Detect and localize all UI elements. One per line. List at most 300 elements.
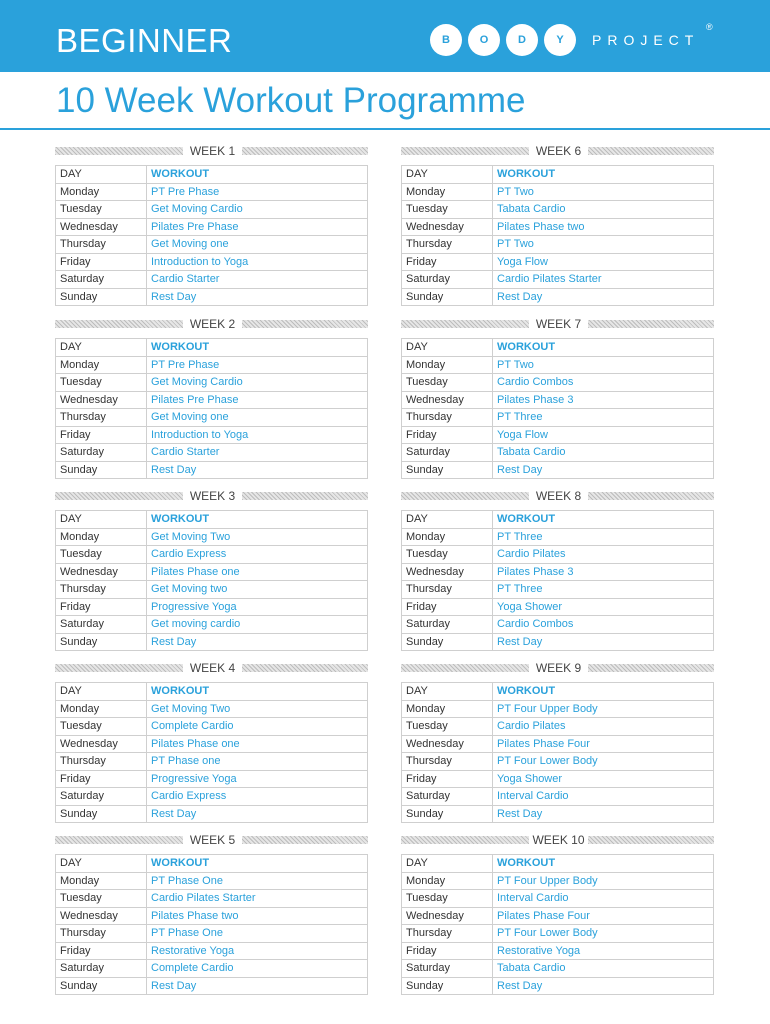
- table-row: [402, 788, 714, 806]
- day-cell: Friday: [56, 598, 147, 616]
- workout-cell: Yoga Flow: [493, 253, 714, 271]
- workout-column-header: WORKOUT: [493, 683, 714, 701]
- day-cell: Wednesday: [402, 563, 493, 581]
- table-row: [402, 977, 714, 995]
- workout-cell: Pilates Phase 3: [493, 391, 714, 409]
- workout-cell: PT Three: [493, 528, 714, 546]
- workout-cell: Yoga Shower: [493, 770, 714, 788]
- table-row: [402, 718, 714, 736]
- week-label: WEEK 10: [532, 833, 585, 847]
- workout-cell: Pilates Pre Phase: [147, 391, 368, 409]
- workout-cell: Cardio Starter: [147, 271, 368, 289]
- body-project-logo: [430, 24, 730, 56]
- day-cell: Thursday: [402, 581, 493, 599]
- week-label: WEEK 4: [189, 661, 236, 675]
- week-7-block: [401, 316, 714, 479]
- week-table: [401, 338, 714, 479]
- table-row: [402, 616, 714, 634]
- table-row: [402, 633, 714, 651]
- hatched-divider: [401, 836, 529, 844]
- week-9-block: [401, 660, 714, 823]
- day-cell: Tuesday: [402, 201, 493, 219]
- workout-cell: Progressive Yoga: [147, 770, 368, 788]
- table-row: [402, 461, 714, 479]
- day-cell: Tuesday: [56, 201, 147, 219]
- table-row: [402, 942, 714, 960]
- table-row: [56, 426, 368, 444]
- workout-cell: Restorative Yoga: [493, 942, 714, 960]
- page-title: 10 Week Workout Programme: [56, 81, 526, 120]
- hatched-divider: [401, 664, 529, 672]
- day-cell: Saturday: [56, 616, 147, 634]
- workout-cell: Get Moving Two: [147, 528, 368, 546]
- workout-cell: Rest Day: [493, 977, 714, 995]
- day-cell: Thursday: [402, 925, 493, 943]
- table-row: [402, 598, 714, 616]
- table-row: [56, 753, 368, 771]
- day-cell: Tuesday: [56, 374, 147, 392]
- week-label: WEEK 1: [189, 144, 236, 158]
- day-cell: Wednesday: [402, 735, 493, 753]
- workout-cell: PT Phase One: [147, 925, 368, 943]
- table-row: [402, 925, 714, 943]
- hatched-divider: [242, 664, 368, 672]
- table-row: [56, 977, 368, 995]
- week-header: [401, 660, 714, 676]
- day-cell: Friday: [402, 770, 493, 788]
- day-cell: Thursday: [56, 409, 147, 427]
- logo-letter-d: D: [506, 24, 538, 56]
- day-cell: Friday: [56, 770, 147, 788]
- day-cell: Friday: [56, 426, 147, 444]
- table-row: [56, 201, 368, 219]
- workout-cell: PT Two: [493, 183, 714, 201]
- week-label: WEEK 3: [189, 489, 236, 503]
- workout-cell: PT Four Lower Body: [493, 925, 714, 943]
- day-cell: Friday: [402, 942, 493, 960]
- week-5-block: [55, 832, 368, 995]
- table-header-row: [56, 855, 368, 873]
- day-cell: Monday: [56, 872, 147, 890]
- week-label: WEEK 7: [535, 317, 582, 331]
- workout-column-header: WORKOUT: [147, 166, 368, 184]
- table-row: [56, 581, 368, 599]
- table-row: [402, 890, 714, 908]
- workout-cell: Tabata Cardio: [493, 960, 714, 978]
- table-row: [402, 528, 714, 546]
- workout-cell: Cardio Pilates: [493, 546, 714, 564]
- day-cell: Monday: [56, 183, 147, 201]
- workout-cell: Pilates Phase 3: [493, 563, 714, 581]
- day-cell: Tuesday: [56, 890, 147, 908]
- week-table: [401, 682, 714, 823]
- table-row: [402, 872, 714, 890]
- header-banner: [0, 0, 770, 72]
- workout-cell: PT Pre Phase: [147, 356, 368, 374]
- hatched-divider: [55, 320, 183, 328]
- table-row: [402, 426, 714, 444]
- workout-cell: PT Pre Phase: [147, 183, 368, 201]
- day-column-header: DAY: [402, 683, 493, 701]
- table-row: [402, 356, 714, 374]
- workout-cell: Complete Cardio: [147, 718, 368, 736]
- day-cell: Saturday: [402, 616, 493, 634]
- week-header: [401, 488, 714, 504]
- table-header-row: [402, 166, 714, 184]
- day-cell: Friday: [402, 253, 493, 271]
- day-cell: Monday: [402, 356, 493, 374]
- workout-cell: Yoga Shower: [493, 598, 714, 616]
- week-4-block: [55, 660, 368, 823]
- workout-cell: Interval Cardio: [493, 788, 714, 806]
- day-column-header: DAY: [56, 855, 147, 873]
- table-row: [56, 598, 368, 616]
- day-cell: Saturday: [402, 444, 493, 462]
- day-cell: Wednesday: [402, 218, 493, 236]
- day-cell: Sunday: [56, 633, 147, 651]
- workout-column-header: WORKOUT: [147, 683, 368, 701]
- workout-cell: Pilates Phase Four: [493, 735, 714, 753]
- workout-cell: PT Four Upper Body: [493, 700, 714, 718]
- day-cell: Wednesday: [402, 391, 493, 409]
- workout-cell: PT Three: [493, 581, 714, 599]
- workout-cell: Get Moving one: [147, 409, 368, 427]
- day-cell: Sunday: [56, 461, 147, 479]
- workout-cell: Introduction to Yoga: [147, 253, 368, 271]
- workout-cell: PT Four Upper Body: [493, 872, 714, 890]
- workout-cell: Restorative Yoga: [147, 942, 368, 960]
- day-cell: Sunday: [402, 288, 493, 306]
- table-row: [56, 461, 368, 479]
- table-row: [402, 409, 714, 427]
- week-1-block: [55, 143, 368, 306]
- day-cell: Tuesday: [402, 718, 493, 736]
- week-table: [55, 854, 368, 995]
- day-cell: Saturday: [56, 271, 147, 289]
- week-label: WEEK 6: [535, 144, 582, 158]
- day-column-header: DAY: [56, 683, 147, 701]
- table-row: [56, 546, 368, 564]
- day-cell: Friday: [56, 253, 147, 271]
- table-row: [402, 374, 714, 392]
- day-cell: Tuesday: [56, 546, 147, 564]
- table-row: [56, 700, 368, 718]
- workout-cell: Introduction to Yoga: [147, 426, 368, 444]
- table-row: [402, 907, 714, 925]
- day-cell: Friday: [56, 942, 147, 960]
- week-table: [55, 682, 368, 823]
- table-row: [56, 528, 368, 546]
- day-cell: Thursday: [56, 753, 147, 771]
- day-cell: Wednesday: [56, 391, 147, 409]
- table-header-row: [56, 511, 368, 529]
- day-cell: Friday: [402, 426, 493, 444]
- workout-cell: Cardio Combos: [493, 616, 714, 634]
- hatched-divider: [55, 836, 183, 844]
- workout-cell: Get Moving Cardio: [147, 201, 368, 219]
- day-cell: Thursday: [402, 753, 493, 771]
- workout-column-header: WORKOUT: [493, 339, 714, 357]
- table-row: [56, 633, 368, 651]
- day-cell: Saturday: [402, 960, 493, 978]
- hatched-divider: [55, 492, 183, 500]
- day-cell: Wednesday: [56, 907, 147, 925]
- day-cell: Wednesday: [56, 735, 147, 753]
- table-header-row: [402, 683, 714, 701]
- workout-cell: Get moving cardio: [147, 616, 368, 634]
- table-header-row: [402, 511, 714, 529]
- table-row: [402, 563, 714, 581]
- day-cell: Monday: [56, 700, 147, 718]
- workout-column-header: WORKOUT: [493, 511, 714, 529]
- table-header-row: [56, 166, 368, 184]
- table-row: [402, 960, 714, 978]
- table-row: [56, 236, 368, 254]
- workout-column-header: WORKOUT: [147, 511, 368, 529]
- workout-cell: Tabata Cardio: [493, 201, 714, 219]
- table-row: [56, 890, 368, 908]
- day-cell: Saturday: [402, 271, 493, 289]
- workout-cell: Cardio Starter: [147, 444, 368, 462]
- logo-letter-b: B: [430, 24, 462, 56]
- week-header: [55, 660, 368, 676]
- workout-cell: Complete Cardio: [147, 960, 368, 978]
- week-table: [401, 510, 714, 651]
- table-row: [402, 271, 714, 289]
- table-row: [56, 718, 368, 736]
- workout-cell: Rest Day: [147, 461, 368, 479]
- workout-cell: Cardio Pilates: [493, 718, 714, 736]
- workout-cell: PT Two: [493, 356, 714, 374]
- day-cell: Saturday: [56, 444, 147, 462]
- day-cell: Wednesday: [56, 218, 147, 236]
- hatched-divider: [242, 320, 368, 328]
- table-row: [56, 925, 368, 943]
- hatched-divider: [242, 147, 368, 155]
- week-6-block: [401, 143, 714, 306]
- logo-letter-o: O: [468, 24, 500, 56]
- day-cell: Sunday: [56, 977, 147, 995]
- table-row: [402, 546, 714, 564]
- day-cell: Thursday: [402, 236, 493, 254]
- workout-column-header: WORKOUT: [493, 855, 714, 873]
- day-cell: Monday: [402, 872, 493, 890]
- table-row: [56, 735, 368, 753]
- day-cell: Monday: [402, 528, 493, 546]
- workout-cell: Cardio Pilates Starter: [147, 890, 368, 908]
- week-table: [55, 510, 368, 651]
- level-label: BEGINNER: [56, 22, 233, 59]
- table-row: [56, 218, 368, 236]
- workout-cell: Pilates Pre Phase: [147, 218, 368, 236]
- workout-cell: Get Moving one: [147, 236, 368, 254]
- table-row: [56, 872, 368, 890]
- table-row: [56, 805, 368, 823]
- workout-cell: PT Three: [493, 409, 714, 427]
- week-label: WEEK 2: [189, 317, 236, 331]
- table-row: [56, 907, 368, 925]
- workout-column-header: WORKOUT: [147, 855, 368, 873]
- table-row: [56, 356, 368, 374]
- day-cell: Monday: [402, 183, 493, 201]
- day-column-header: DAY: [56, 166, 147, 184]
- workout-cell: PT Four Lower Body: [493, 753, 714, 771]
- workout-cell: Cardio Pilates Starter: [493, 271, 714, 289]
- table-row: [56, 409, 368, 427]
- workout-cell: Rest Day: [147, 288, 368, 306]
- workout-cell: Pilates Phase two: [147, 907, 368, 925]
- day-cell: Thursday: [56, 581, 147, 599]
- table-row: [402, 753, 714, 771]
- table-header-row: [56, 339, 368, 357]
- table-row: [56, 253, 368, 271]
- week-8-block: [401, 488, 714, 651]
- workout-cell: Rest Day: [493, 633, 714, 651]
- day-cell: Thursday: [56, 236, 147, 254]
- table-row: [56, 770, 368, 788]
- week-label: WEEK 9: [535, 661, 582, 675]
- workout-cell: Rest Day: [493, 805, 714, 823]
- table-row: [402, 218, 714, 236]
- workout-cell: Pilates Phase one: [147, 563, 368, 581]
- logo-word: PROJECT: [592, 32, 700, 48]
- hatched-divider: [588, 836, 714, 844]
- workout-cell: Rest Day: [493, 288, 714, 306]
- hatched-divider: [588, 664, 714, 672]
- table-row: [402, 770, 714, 788]
- day-cell: Saturday: [56, 960, 147, 978]
- workout-cell: Rest Day: [147, 977, 368, 995]
- day-cell: Saturday: [402, 788, 493, 806]
- week-2-block: [55, 316, 368, 479]
- workout-cell: Cardio Combos: [493, 374, 714, 392]
- week-table: [55, 165, 368, 306]
- day-cell: Wednesday: [402, 907, 493, 925]
- hatched-divider: [55, 147, 183, 155]
- table-row: [402, 236, 714, 254]
- table-row: [56, 288, 368, 306]
- workout-cell: Rest Day: [147, 805, 368, 823]
- workout-cell: PT Two: [493, 236, 714, 254]
- workout-cell: Yoga Flow: [493, 426, 714, 444]
- day-cell: Monday: [402, 700, 493, 718]
- workout-cell: Pilates Phase Four: [493, 907, 714, 925]
- table-row: [402, 183, 714, 201]
- day-cell: Sunday: [56, 805, 147, 823]
- workout-cell: PT Phase One: [147, 872, 368, 890]
- week-header: [401, 832, 714, 848]
- table-row: [402, 391, 714, 409]
- hatched-divider: [55, 664, 183, 672]
- table-row: [402, 288, 714, 306]
- week-header: [55, 143, 368, 159]
- week-label: WEEK 8: [535, 489, 582, 503]
- table-header-row: [56, 683, 368, 701]
- table-row: [56, 960, 368, 978]
- day-cell: Wednesday: [56, 563, 147, 581]
- table-row: [56, 183, 368, 201]
- hatched-divider: [242, 492, 368, 500]
- logo-letter-y: Y: [544, 24, 576, 56]
- table-header-row: [402, 339, 714, 357]
- workout-cell: Pilates Phase one: [147, 735, 368, 753]
- day-column-header: DAY: [56, 339, 147, 357]
- workout-cell: Get Moving two: [147, 581, 368, 599]
- week-10-block: [401, 832, 714, 995]
- workout-cell: Cardio Express: [147, 788, 368, 806]
- hatched-divider: [588, 320, 714, 328]
- workout-cell: Tabata Cardio: [493, 444, 714, 462]
- day-column-header: DAY: [402, 511, 493, 529]
- week-table: [401, 854, 714, 995]
- day-column-header: DAY: [402, 339, 493, 357]
- workout-cell: Rest Day: [147, 633, 368, 651]
- week-table: [55, 338, 368, 479]
- table-row: [56, 616, 368, 634]
- day-cell: Saturday: [56, 788, 147, 806]
- day-cell: Tuesday: [402, 890, 493, 908]
- workout-cell: PT Phase one: [147, 753, 368, 771]
- week-header: [55, 316, 368, 332]
- workout-cell: Pilates Phase two: [493, 218, 714, 236]
- table-row: [56, 788, 368, 806]
- day-cell: Sunday: [402, 805, 493, 823]
- day-cell: Tuesday: [56, 718, 147, 736]
- table-row: [56, 444, 368, 462]
- table-row: [56, 271, 368, 289]
- table-row: [402, 805, 714, 823]
- day-cell: Monday: [56, 528, 147, 546]
- workout-column-header: WORKOUT: [493, 166, 714, 184]
- day-column-header: DAY: [402, 855, 493, 873]
- workout-cell: Cardio Express: [147, 546, 368, 564]
- table-row: [402, 253, 714, 271]
- table-row: [56, 563, 368, 581]
- table-header-row: [402, 855, 714, 873]
- hatched-divider: [242, 836, 368, 844]
- day-cell: Sunday: [402, 633, 493, 651]
- hatched-divider: [588, 147, 714, 155]
- title-divider: [0, 128, 770, 130]
- workout-column-header: WORKOUT: [147, 339, 368, 357]
- day-cell: Monday: [56, 356, 147, 374]
- workout-cell: Get Moving Two: [147, 700, 368, 718]
- day-cell: Friday: [402, 598, 493, 616]
- table-row: [56, 942, 368, 960]
- day-cell: Thursday: [402, 409, 493, 427]
- table-row: [402, 201, 714, 219]
- week-table: [401, 165, 714, 306]
- hatched-divider: [401, 492, 529, 500]
- table-row: [56, 391, 368, 409]
- workout-cell: Progressive Yoga: [147, 598, 368, 616]
- day-cell: Sunday: [56, 288, 147, 306]
- workout-cell: Get Moving Cardio: [147, 374, 368, 392]
- week-header: [55, 832, 368, 848]
- hatched-divider: [401, 320, 529, 328]
- week-3-block: [55, 488, 368, 651]
- week-header: [401, 143, 714, 159]
- registered-mark: ®: [706, 22, 713, 32]
- workout-cell: Rest Day: [493, 461, 714, 479]
- week-label: WEEK 5: [189, 833, 236, 847]
- day-cell: Sunday: [402, 461, 493, 479]
- day-cell: Sunday: [402, 977, 493, 995]
- workout-cell: Interval Cardio: [493, 890, 714, 908]
- table-row: [402, 700, 714, 718]
- table-row: [402, 735, 714, 753]
- week-header: [55, 488, 368, 504]
